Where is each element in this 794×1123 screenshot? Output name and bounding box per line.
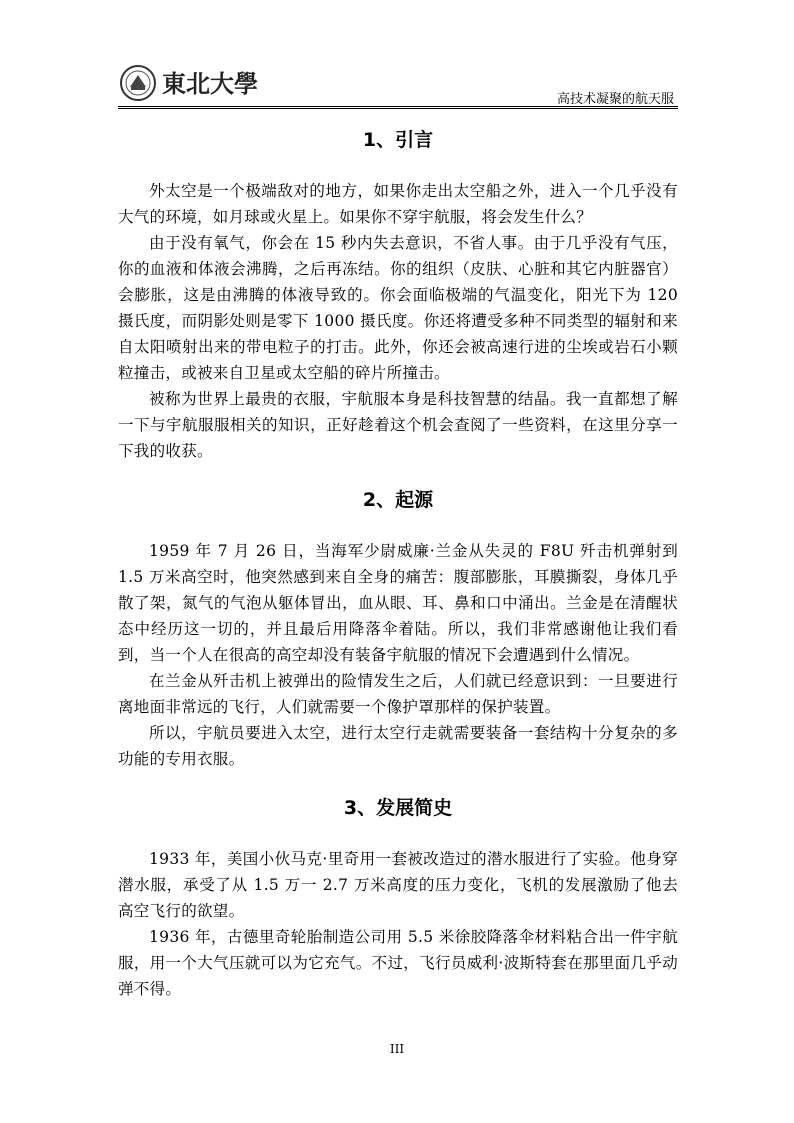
paragraph: 被称为世界上最贵的衣服，宇航服本身是科技智慧的结晶。我一直都想了解一下与宇航服服相关的知识，正好趁着这个机会查阅了一些资料，在这里分享一下我的收获。 — [118, 390, 678, 460]
paragraph: 1936 年，古德里奇轮胎制造公司用 5.5 米徐胶降落伞材料粘合出一件宇航服，用一个大气压就可以为它充气。不过，飞行员威利·波斯特套在那里面几乎动弹不得。 — [118, 928, 678, 998]
section-origin — [118, 484, 678, 772]
logo-lettering: 東北大學 — [162, 69, 258, 98]
header-rule — [118, 106, 678, 107]
paragraph: 所以，宇航员要进入太空，进行太空行走就需要装备一套结构十分复杂的多功能的专用衣服。 — [118, 724, 678, 768]
section-introduction — [118, 124, 678, 464]
paragraph: 1933 年，美国小伙马克·里奇用一套被改造过的潜水服进行了实验。他身穿潜水服，承受了从 1.5 万一 2.7 万米高度的压力变化，飞机的发展激励了他去高空飞行的欲望。 — [118, 850, 678, 920]
header-title: 高技术凝聚的航天服 — [556, 92, 674, 107]
section-heading: 3、发展简史 — [343, 797, 453, 819]
paragraph: 1959 年 7 月 26 日，当海军少尉威廉·兰金从失灵的 F8U 歼击机弹射到 1.5 万米高空时，他突然感到来自全身的痛苦：腹部膨胀，耳膜撕裂，身体几乎散了架，氮气的气泡从躯体冒出，血从眼、耳、鼻和口中涌出。兰金是在清醒状态中经历这一切的，并且最后用降落伞着陆。所以，我们非常感谢他让我们看到，当一个人在很高的高空却没有装备宇航服的情况下会遭遇到什么情况。 — [118, 542, 678, 664]
paragraph: 在兰金从歼击机上被弹出的险情发生之后，人们就已经意识到：一旦要进行离地面非常远的飞行，人们就需要一个像护罩那样的保护装置。 — [118, 672, 678, 716]
section-heading: 2、起源 — [362, 489, 434, 511]
section-history — [118, 792, 678, 1002]
header-rule-double — [118, 108, 678, 109]
paragraph: 外太空是一个极端敌对的地方，如果你走出太空船之外，进入一个几乎没有大气的环境，如月球或火星上。如果你不穿宇航服，将会发生什么？ — [118, 182, 678, 226]
section-heading: 1、引言 — [362, 129, 434, 151]
document-body — [118, 120, 678, 1022]
page-header — [118, 60, 678, 106]
paragraph: 由于没有氧气，你会在 15 秒内失去意识，不省人事。由于几乎没有气压，你的血液和体液会沸腾，之后再冻结。你的组织（皮肤、心脏和其它内脏器官）会膨胀，这是由沸腾的体液导致的。你会面临极端的气温变化，阳光下为 120 摄氏度，而阴影处则是零下 1000 摄氏度。你还将遭受多种不同类型的辐射和来自太阳喷射出来的带电粒子的打击。此外，你还会被高速行进的尘埃或岩石小颗粒撞击，或被来自卫星或太空船的碎片所撞击。 — [118, 234, 678, 382]
university-logo — [118, 63, 268, 103]
page-number: III — [389, 1042, 405, 1056]
